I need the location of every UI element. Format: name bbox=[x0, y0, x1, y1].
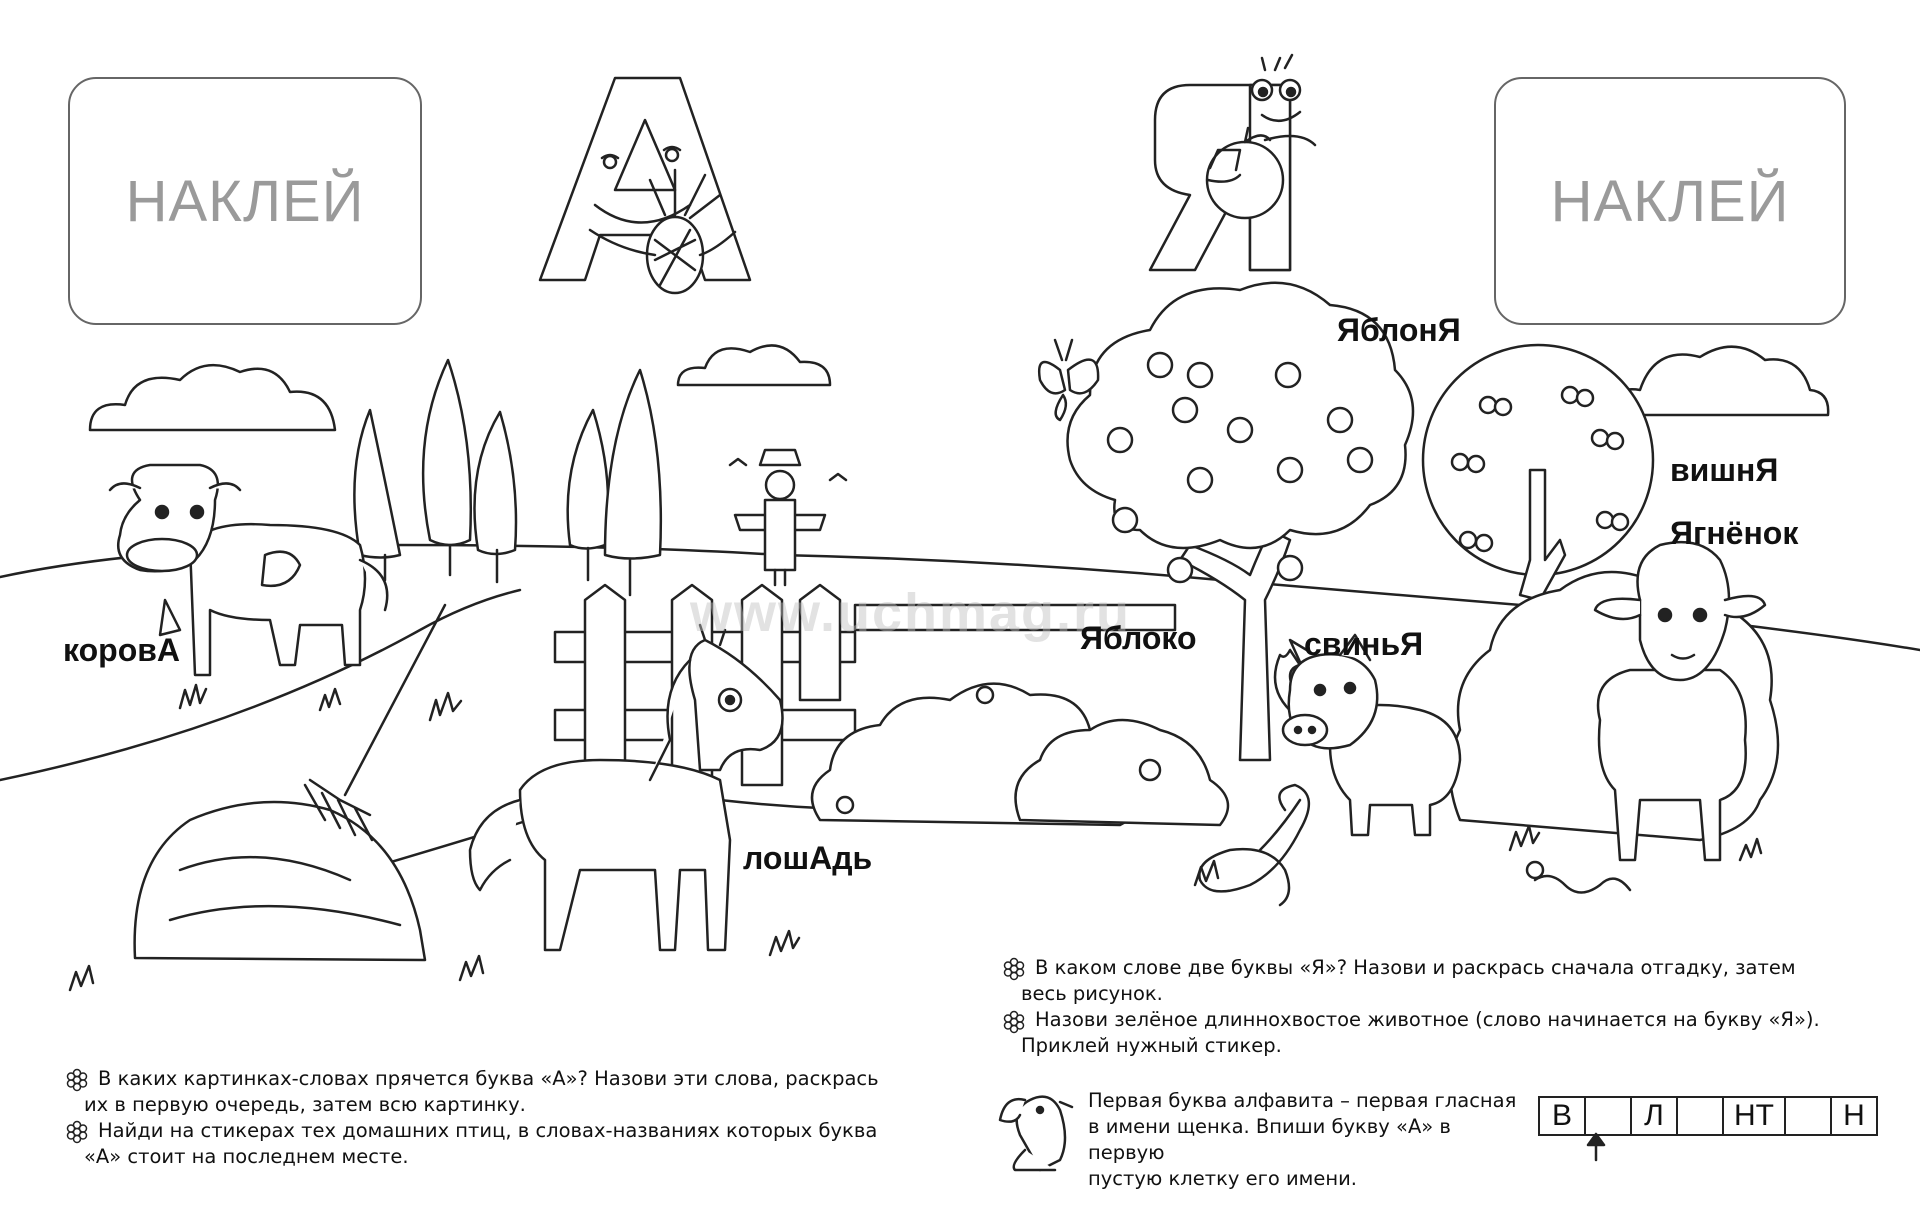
scarecrow-icon bbox=[735, 450, 825, 585]
name-cell-2-blank[interactable] bbox=[1584, 1096, 1632, 1136]
name-cell-6-blank[interactable] bbox=[1784, 1096, 1832, 1136]
word-cow: коровА bbox=[63, 632, 181, 668]
bush-icon bbox=[812, 684, 1228, 825]
instruction-q2-line1: Найди на стикерах тех домашних птиц, в словах-названиях которых буква bbox=[98, 1119, 878, 1142]
instructions-left bbox=[84, 1066, 958, 1170]
cloud-icon bbox=[1610, 347, 1828, 415]
name-cell-4-blank[interactable] bbox=[1676, 1096, 1724, 1136]
instruction-q1-line1: В каких картинках-словах прячется буква «А»? Назови эти слова, раскрась bbox=[98, 1067, 879, 1090]
letter-ya-character-icon bbox=[1150, 55, 1315, 270]
instruction-q1-line2: их в первую очередь, затем всю картинку. bbox=[84, 1093, 526, 1116]
word-apple: Яблоко bbox=[1080, 620, 1197, 656]
name-cell-3: Л bbox=[1630, 1096, 1678, 1136]
puppy-task-line3: пустую клетку его имени. bbox=[1088, 1167, 1358, 1190]
instruction-r2-line1: Назови зелёное длиннохвостое животное (слово начинается на букву «Я»). bbox=[1035, 1008, 1820, 1031]
name-cell-5: НТ bbox=[1722, 1096, 1786, 1136]
cherry-tree-icon bbox=[1423, 345, 1653, 600]
puppy-task-line2: в имени щенка. Впиши букву «А» в первую bbox=[1088, 1115, 1451, 1164]
puppy-name-grid bbox=[1540, 1096, 1878, 1136]
arrow-up-icon bbox=[1588, 1134, 1604, 1160]
instruction-q2-line2: «А» стоит на последнем месте. bbox=[84, 1145, 409, 1168]
puppy-icon bbox=[1000, 1097, 1072, 1170]
cloud-icon bbox=[90, 365, 335, 430]
flower-bullet-icon bbox=[68, 1122, 87, 1143]
pig-icon bbox=[1275, 635, 1460, 835]
poplar-trees-icon bbox=[354, 360, 660, 595]
name-cell-7: Н bbox=[1830, 1096, 1878, 1136]
puppy-task-line1: Первая буква алфавита – первая гласная bbox=[1088, 1089, 1517, 1112]
pitchfork-icon bbox=[305, 605, 445, 840]
worm-icon bbox=[1527, 862, 1630, 893]
sticker-label-right: НАКЛЕЙ bbox=[1550, 168, 1790, 234]
instructions-right bbox=[1021, 955, 1905, 1059]
instruction-r1-line2: весь рисунок. bbox=[1021, 982, 1163, 1005]
puppy-task-text bbox=[1088, 1088, 1528, 1192]
flower-bullet-icon bbox=[1005, 959, 1024, 980]
instruction-r1-line1: В каком слове две буквы «Я»? Назови и раскрась сначала отгадку, затем bbox=[1035, 956, 1796, 979]
sticker-label-left: НАКЛЕЙ bbox=[125, 168, 365, 234]
haystack-icon bbox=[135, 802, 425, 960]
cloud-icon bbox=[678, 345, 830, 385]
flower-bullet-icon bbox=[1005, 1012, 1024, 1033]
word-cherry: вишнЯ bbox=[1670, 452, 1779, 488]
name-cell-1: В bbox=[1538, 1096, 1586, 1136]
flower-bullet-icon bbox=[68, 1070, 87, 1091]
word-pig: свиньЯ bbox=[1304, 626, 1424, 662]
instruction-r2-line2: Приклей нужный стикер. bbox=[1021, 1034, 1282, 1057]
watermark: www.uchmag.ru bbox=[690, 583, 1132, 643]
word-lamb: Ягнёнок bbox=[1670, 515, 1799, 551]
letter-a-character-icon bbox=[540, 78, 750, 293]
word-horse: лошАдь bbox=[743, 840, 873, 876]
word-apple-tree: ЯблонЯ bbox=[1337, 312, 1461, 348]
